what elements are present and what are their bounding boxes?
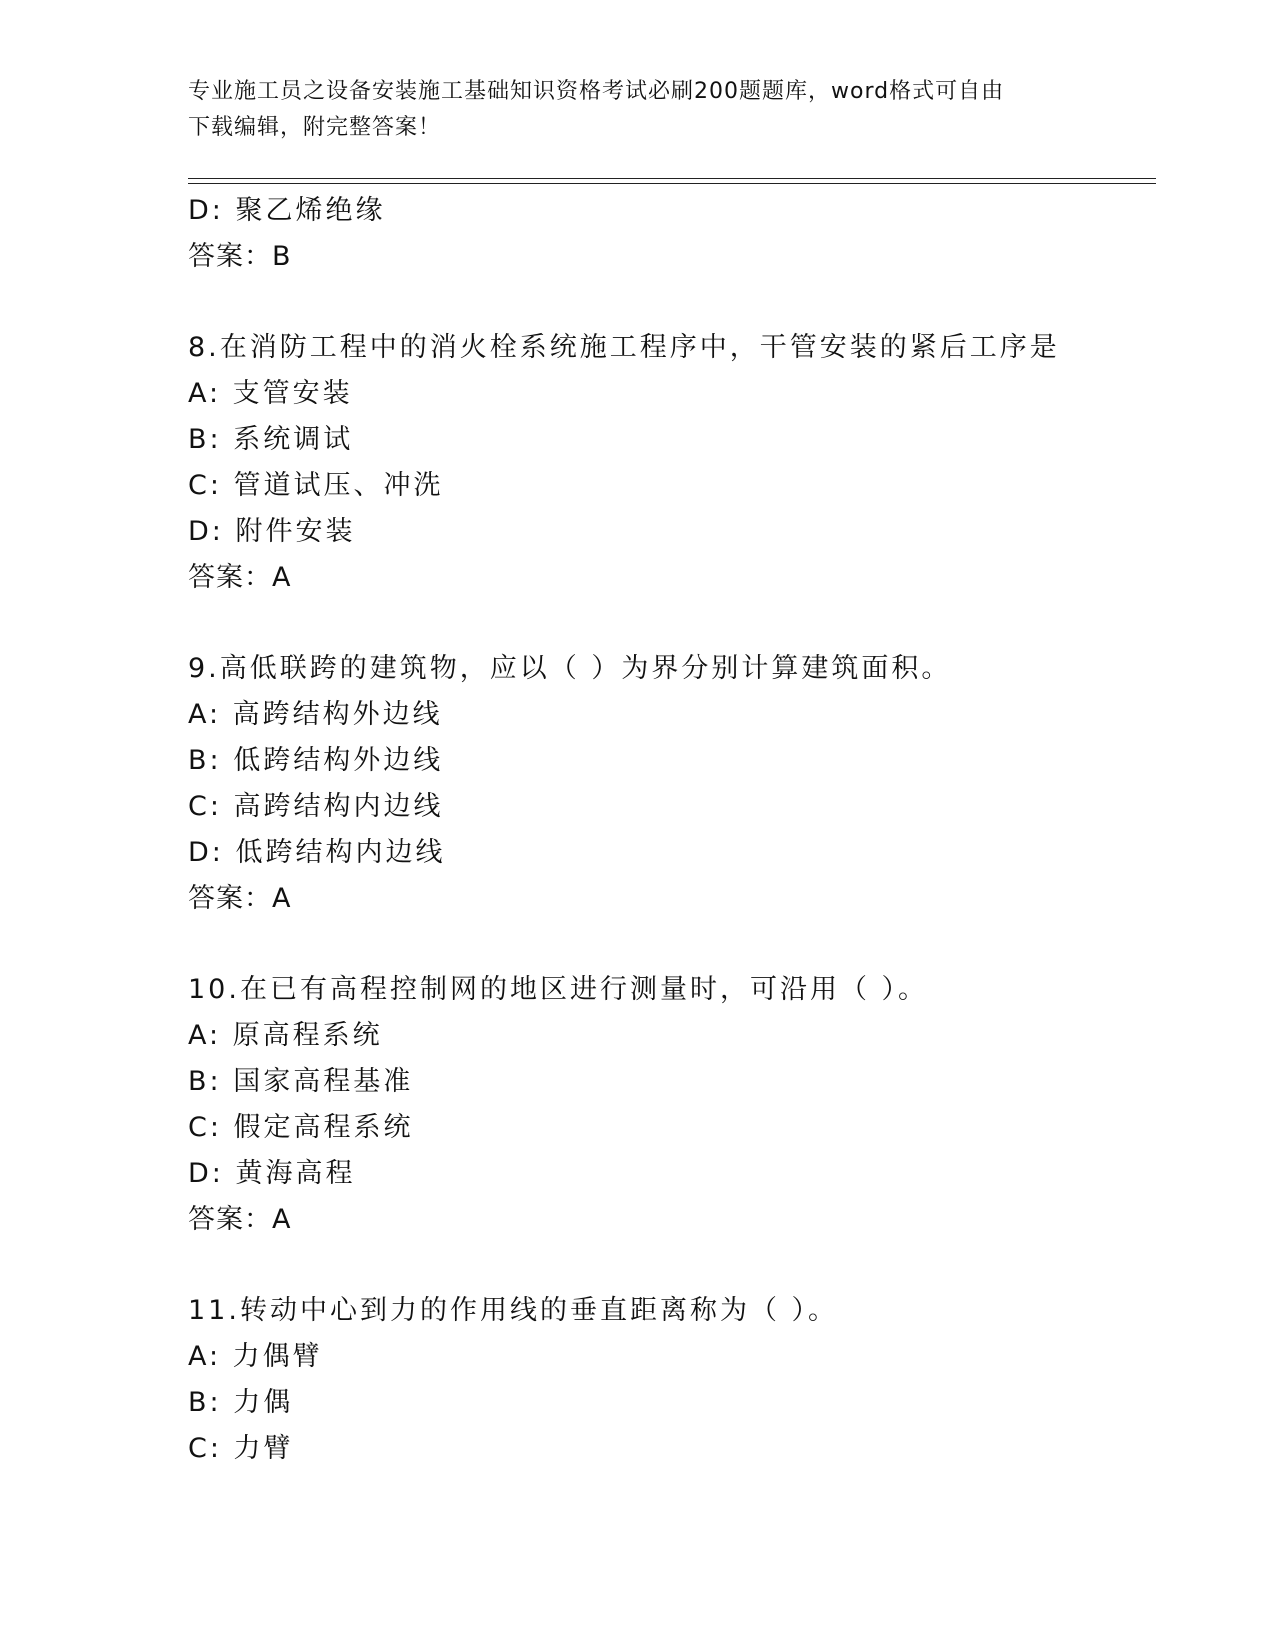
question-list: [188, 188, 1148, 1472]
option-c: C: 力臂: [188, 1433, 294, 1464]
option-d: D: 黄海高程: [188, 1158, 356, 1189]
option-a: A: 原高程系统: [188, 1020, 383, 1051]
question-stem: 10.在已有高程控制网的地区进行测量时，可沿用（ ）。: [188, 974, 929, 1005]
option-a: A: 支管安装: [188, 378, 353, 409]
option-c: C: 假定高程系统: [188, 1112, 414, 1143]
question-stem: 11.转动中心到力的作用线的垂直距离称为（ ）。: [188, 1295, 839, 1326]
header-line-1: 专业施工员之设备安装施工基础知识资格考试必刷200题题库，word格式可自由: [188, 79, 1005, 104]
option-d: D: 附件安装: [188, 516, 356, 547]
answer: 答案：A: [188, 883, 292, 914]
document-header: [188, 74, 1088, 146]
option-a: A: 力偶臂: [188, 1341, 323, 1372]
option-b: B: 国家高程基准: [188, 1066, 414, 1097]
option-c: C: 管道试压、冲洗: [188, 470, 444, 501]
spacer: [188, 601, 1148, 646]
question-stem: 8.在消防工程中的消火栓系统施工程序中，干管安装的紧后工序是: [188, 332, 1060, 363]
option-d: D: 聚乙烯绝缘: [188, 195, 386, 226]
header-divider-bottom: [188, 183, 1156, 184]
answer: 答案：A: [188, 562, 292, 593]
answer: 答案：B: [188, 241, 292, 272]
question-stem: 9.高低联跨的建筑物，应以（ ）为界分别计算建筑面积。: [188, 653, 952, 684]
option-d: D: 低跨结构内边线: [188, 837, 446, 868]
header-line-2: 下载编辑，附完整答案！: [188, 115, 442, 140]
spacer: [188, 922, 1148, 967]
option-b: B: 系统调试: [188, 424, 354, 455]
spacer: [188, 280, 1148, 325]
option-b: B: 力偶: [188, 1387, 294, 1418]
option-c: C: 高跨结构内边线: [188, 791, 444, 822]
answer: 答案：A: [188, 1204, 292, 1235]
option-a: A: 高跨结构外边线: [188, 699, 443, 730]
spacer: [188, 1243, 1148, 1288]
header-divider-top: [188, 178, 1156, 179]
option-b: B: 低跨结构外边线: [188, 745, 444, 776]
